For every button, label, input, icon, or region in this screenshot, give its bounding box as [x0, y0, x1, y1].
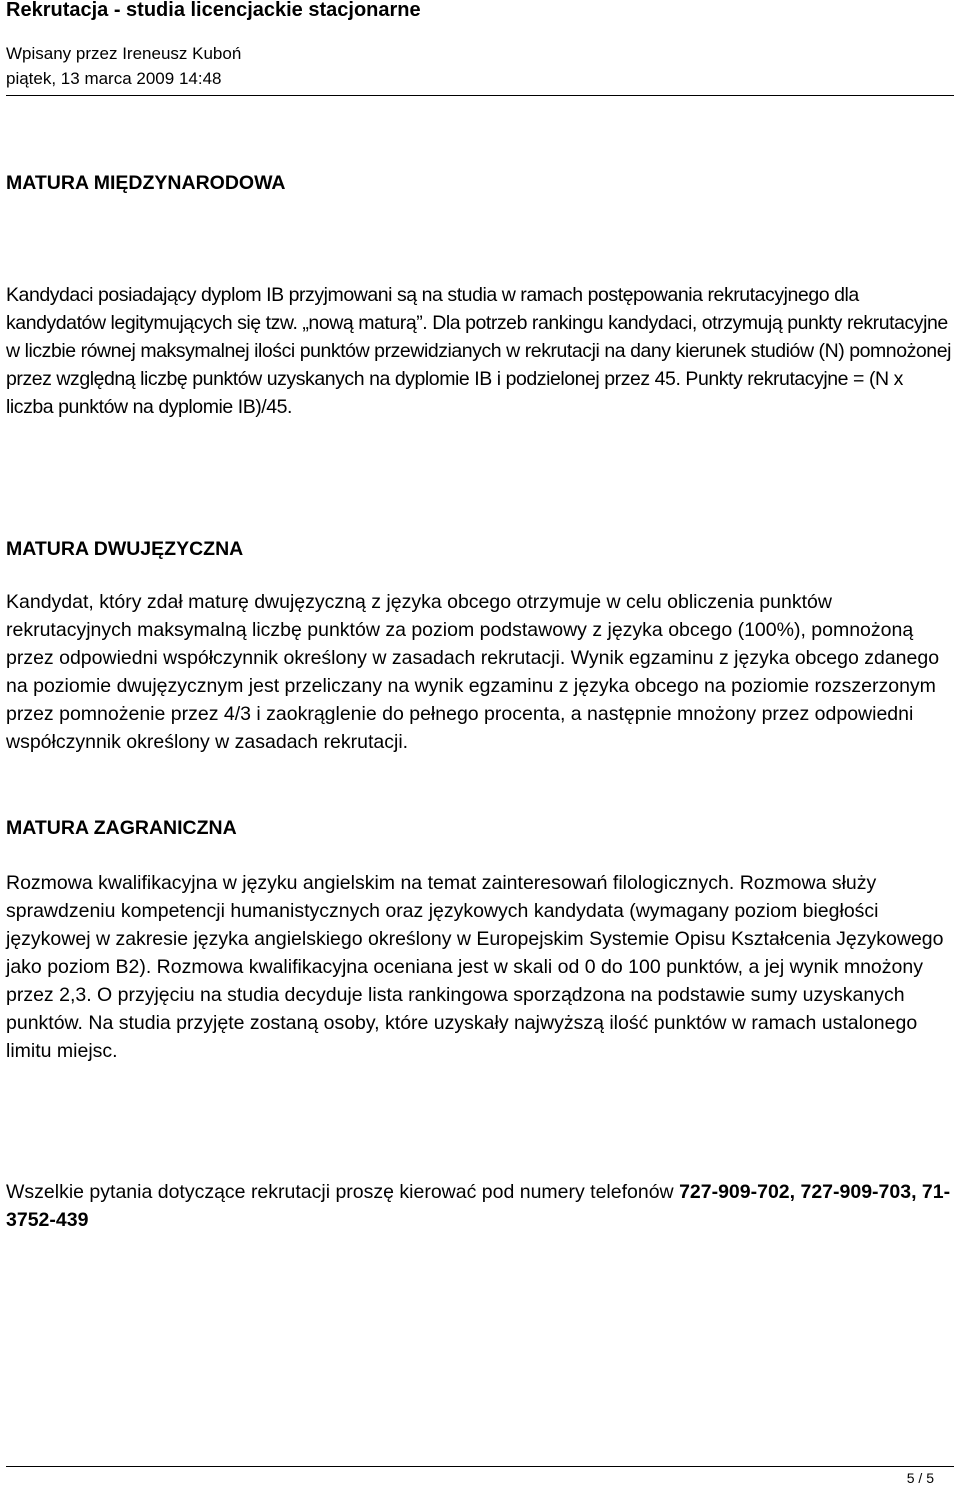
section-heading-international: MATURA MIĘDZYNARODOWA	[6, 172, 286, 194]
header-divider	[6, 95, 954, 96]
section-body-bilingual: Kandydat, który zdał maturę dwujęzyczną z języka obcego otrzymuje w celu obliczenia punktów rekrutacyjnych maksymalną liczbę punktów za poziom podstawowy z języka obcego (100%), pomnożoną przez odpowiedni współczynnik określony w zasadach rekrutacji. Wynik egzaminu z języka obcego zdanego na poziomie dwujęzycznym jest przeliczany na wynik egzaminu z języka obcego na poziomie rozszerzonym przez pomnożenie przez 4/3 i zaokrąglenie do pełnego procenta, a następnie mnożony przez odpowiedni współczynnik określony w zasadach rekrutacji.	[6, 591, 940, 753]
page-number: 5 / 5	[906, 1470, 934, 1486]
section-heading-bilingual: MATURA DWUJĘZYCZNA	[6, 538, 244, 560]
page-title: Rekrutacja - studia licencjackie stacjonarne	[6, 0, 421, 21]
section-body-international: Kandydaci posiadający dyplom IB przyjmowani są na studia w ramach postępowania rekrutacyjnego dla kandydatów legitymujących się tzw. „nową maturą”. Dla potrzeb rankingu kandydaci, otrzymują punkty rekrutacyjne w liczbie równej maksymalnej ilości punktów przewidzianych w rekrutacji na dany kierunek studiów (N) pomnożonej przez względną liczbę punktów uzyskanych na dyplomie IB i podzielonej przez 45. Punkty rekrutacyjne = (N x liczba punktów na dyplomie IB)/45.	[6, 284, 951, 418]
contact-text: Wszelkie pytania dotyczące rekrutacji proszę kierować pod numery telefonów	[6, 1181, 674, 1203]
section-body-foreign: Rozmowa kwalifikacyjna w języku angielskim na temat zainteresowań filologicznych. Rozmowa służy sprawdzeniu kompetencji humanistycznych oraz językowych kandydata (wymagany poziom biegłości językowej w zakresie języka angielskiego określony w Europejskim Systemie Opisu Kształcenia Językowego jako poziom B2). Rozmowa kwalifikacyjna oceniana jest w skali od 0 do 100 punktów, a jej wynik mnożony przez 2,3. O przyjęciu na studia decyduje lista rankingowa sporządzona na podstawie sumy uzyskanych punktów. Na studia przyjęte zostaną osoby, które uzyskały najwyższą ilość punktów w ramach ustalonego limitu miejsc.	[6, 872, 944, 1062]
section-heading-foreign: MATURA ZAGRANICZNA	[6, 817, 237, 839]
author-line: Wpisany przez Ireneusz Kuboń	[6, 44, 242, 63]
footer-divider	[6, 1466, 954, 1467]
date-line: piątek, 13 marca 2009 14:48	[6, 69, 222, 88]
contact-phone-numbers: 727-909-702, 727-909-703, 71-3752-439	[6, 1181, 951, 1231]
contact-paragraph	[6, 1178, 954, 1234]
